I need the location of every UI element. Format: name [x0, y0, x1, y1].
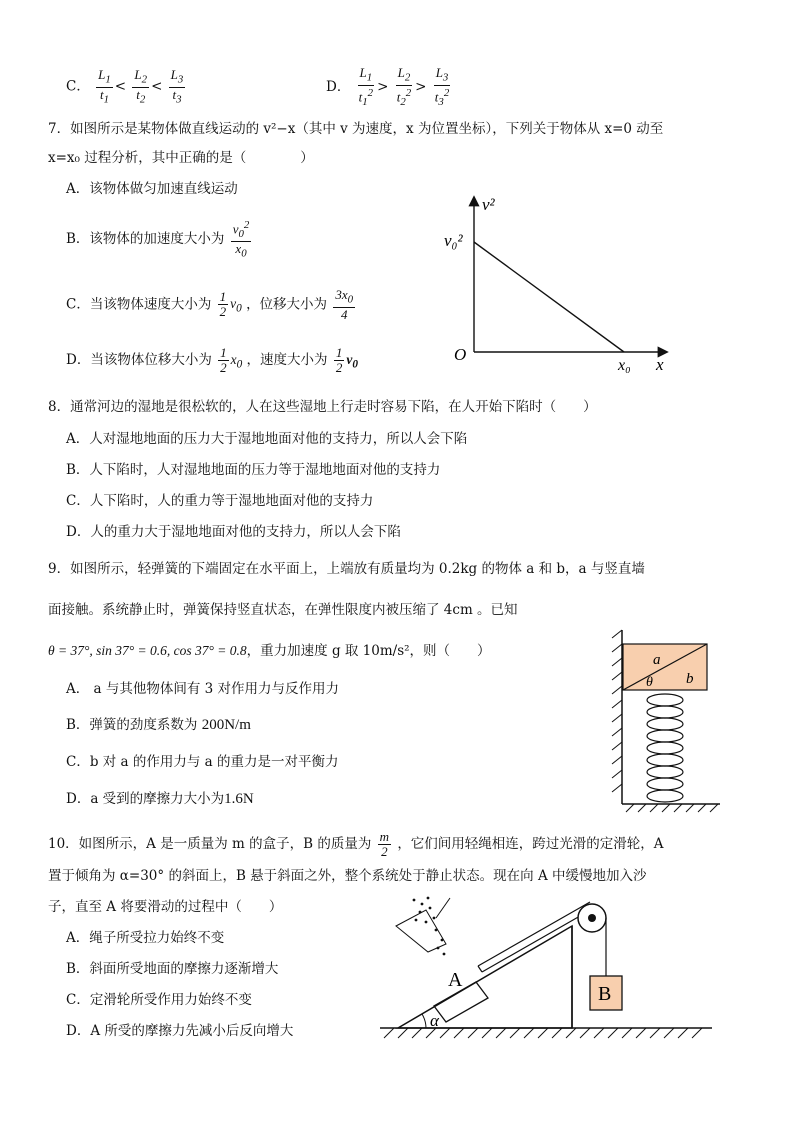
box-a-label: A	[448, 969, 463, 991]
q10-stem-line1: 10．如图所示，A 是一质量为 m 的盒子，B 的质量为 $\frac{m}{2}$ ，它们间用轻绳相连，跨过光滑的定滑轮，A	[48, 829, 664, 859]
q8-stem: 8．通常河边的湿地是很松软的，人在这些湿地上行走时容易下陷，在人开始下陷时（ ）	[48, 399, 597, 415]
incline	[398, 926, 572, 1028]
wall-hatch	[612, 630, 622, 792]
q7-option-d: D．当该物体位移大小为 $\frac{1}{2}$ $x_0$ ，速度大小为 $\frac{1}{2}$ $v_0$	[66, 345, 358, 375]
q8-option-b: B．人下陷时，人对湿地地面的压力等于湿地地面对他的支持力	[66, 462, 441, 478]
q7-option-a: A．该物体做匀加速直线运动	[66, 181, 238, 197]
graph-line	[474, 242, 624, 352]
q10-option-a: A．绳子所受拉力始终不变	[66, 930, 225, 946]
q9-stem-line2: 面接触。系统静止时，弹簧保持竖直状态，在弹性限度内被压缩了 4cm 。已知	[48, 602, 518, 618]
q8-option-a: A．人对湿地地面的压力大于湿地地面对他的支持力，所以人会下陷	[66, 431, 468, 447]
q10-incline-figure	[376, 890, 716, 1050]
block-b-label: b	[686, 671, 694, 687]
q7-option-b: B．该物体的加速度大小为 $\frac{v_0^2}{x_0}$	[66, 219, 250, 260]
q10-option-b: B．斜面所受地面的摩擦力逐渐增大	[66, 961, 279, 977]
box-b-label: B	[598, 983, 612, 1005]
q9-stem-line1: 9．如图所示，轻弹簧的下端固定在水平面上，上端放有质量均为 0.2kg 的物体 a 和 b，a 与竖直墙	[48, 561, 645, 577]
angle-alpha-label: α	[430, 1011, 439, 1030]
q7-stem-line1: 7．如图所示是某物体做直线运动的 v²−x（其中 v 为速度，x 为位置坐标），下列关于物体从 x=0 动至	[48, 121, 664, 137]
q6-option-d: D． $\frac{L_1}{t_1^2}$ > $\frac{L_2}{t_2^2}$ > $\frac{L_3}{t_3^2}$	[326, 65, 450, 108]
angle-arc	[422, 1014, 426, 1028]
q10-stem-line2: 置于倾角为 α=30° 的斜面上，B 悬于斜面之外，整个系统处于静止状态。现在向 A 中缓慢地加入沙	[48, 868, 647, 884]
pulley-axle	[588, 914, 596, 922]
q7-stem-line2: x=x₀ 过程分析，其中正确的是（ ）	[48, 150, 314, 166]
block-a-label: a	[653, 652, 661, 668]
q10-option-c: C．定滑轮所受作用力始终不变	[66, 992, 252, 1008]
q7-option-c: C．当该物体速度大小为 $\frac{1}{2}$ $v_0$ ，位移大小为 $\frac{3x_0}{4}$	[66, 287, 354, 322]
q9-option-a: A． a 与其他物体间有 3 对作用力与反作用力	[66, 681, 340, 697]
q9-stem-line3: θ = 37°, sin 37° = 0.6, cos 37° = 0.8，重力加速度 g 取 10m/s²，则（ ）	[48, 643, 491, 659]
q6-option-c: C． $\frac{L_1}{t_1}$ < $\frac{L_2}{t_2}$ < $\frac{L_3}{t_3}$	[66, 67, 184, 106]
y-tick-label: v₀²	[444, 231, 463, 250]
origin-label: O	[454, 345, 467, 364]
x-axis-label: x	[656, 355, 664, 374]
y-axis-label: v²	[482, 195, 495, 214]
q8-option-c: C．人下陷时，人的重力等于湿地地面对他的支持力	[66, 493, 374, 509]
spring	[647, 694, 683, 802]
q10-option-d: D．A 所受的摩擦力先减小后反向增大	[66, 1023, 294, 1039]
q8-option-d: D．人的重力大于湿地地面对他的支持力，所以人会下陷	[66, 524, 401, 540]
q9-spring-figure	[600, 628, 724, 818]
q7-v2-x-graph	[440, 190, 680, 380]
q9-option-c: C．b 对 a 的作用力与 a 的重力是一对平衡力	[66, 754, 339, 770]
angle-theta-label: θ	[646, 675, 653, 690]
q10-stem-line3: 子，直至 A 将要滑动的过程中（ ）	[48, 899, 283, 915]
sand-funnel	[396, 910, 446, 952]
q9-option-d: D．a 受到的摩擦力大小为1.6N	[66, 791, 254, 807]
x-tick-label: x₀	[618, 357, 631, 374]
q9-option-b: B．弹簧的劲度系数为 200N/m	[66, 717, 251, 733]
rope-a	[478, 902, 590, 966]
ground-hatch	[626, 804, 718, 812]
